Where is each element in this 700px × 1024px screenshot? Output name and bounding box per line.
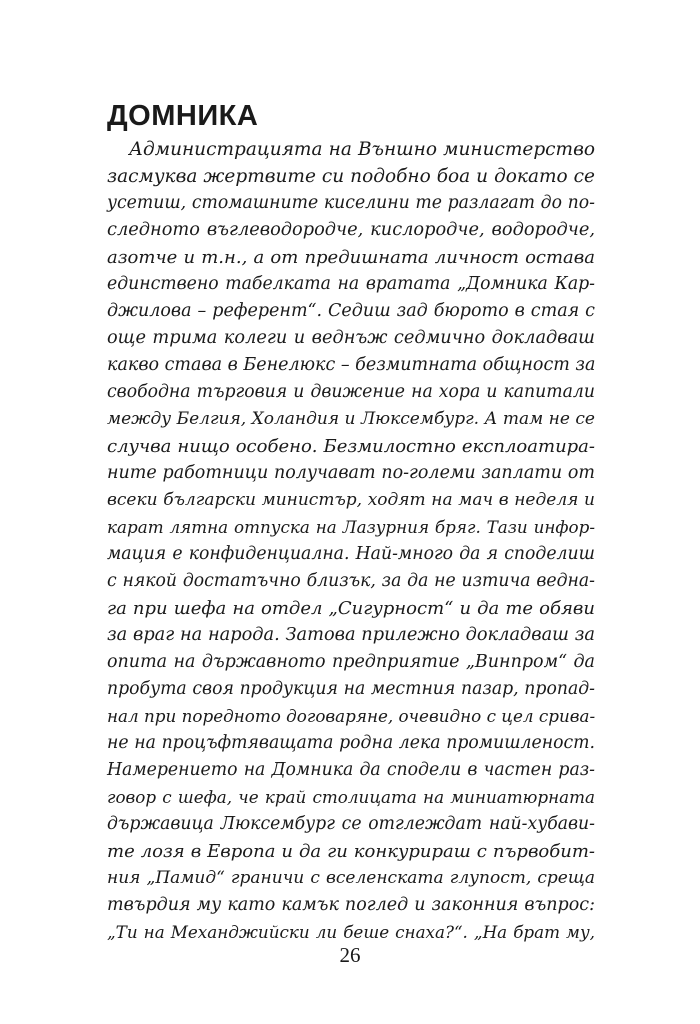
text-line: не на процъфтяващата родна лека промишленост. xyxy=(107,733,595,753)
text-line: случва нищо особено. Безмилостно експлоатира- xyxy=(107,436,595,457)
text-line: джилова – референт“. Седиш зад бюрото в стая с xyxy=(107,301,595,321)
text-line: га при шефа на отдел „Сигурност“ и да те обяви xyxy=(107,598,595,619)
text-line: Администрацията на Външно министерство xyxy=(129,139,595,160)
text-line: усетиш, стомашните киселини те разлагат до по- xyxy=(107,193,595,213)
text-line: Намерението на Домника да сподели в частен раз- xyxy=(107,760,595,780)
text-line: какво става в Бенелюкс – безмитната общност за xyxy=(107,355,596,375)
text-line: ните работници получават по-големи заплати от xyxy=(107,463,595,483)
text-line: засмуква жертвите си подобно боа и докато се xyxy=(107,166,595,187)
text-line: пробута своя продукция на местния пазар, пропад- xyxy=(107,679,595,699)
text-line: с някой достатъчно близък, за да не изтича ведна- xyxy=(107,571,595,591)
text-line: за враг на народа. Затова прилежно докладваш за xyxy=(107,625,595,645)
text-line: ния „Памид“ граничи с вселенската глупост, среща xyxy=(107,868,595,888)
page-number: 26 xyxy=(339,943,361,967)
text-line: мация е конфиденциална. Най-много да я споделиш xyxy=(107,544,595,564)
body-paragraph xyxy=(107,136,595,946)
text-line: следното въглеводородче, кислородче, водородче, xyxy=(107,220,595,240)
chapter-title: ДОМНИКА xyxy=(107,100,259,132)
text-line: карат лятна отпуска на Лазурния бряг. Тази инфор- xyxy=(107,517,595,537)
text-line: твърдия му като камък поглед и законния въпрос: xyxy=(107,895,595,915)
text-line: единствено табелката на вратата „Домника Кар- xyxy=(107,274,595,294)
text-line: азотче и т.н., а от предишната личност остава xyxy=(107,247,595,268)
text-line: още трима колеги и веднъж седмично докладваш xyxy=(107,328,595,348)
text-line: те лозя в Европа и да ги конкурираш с първобит- xyxy=(107,841,595,862)
text-line: свободна търговия и движение на хора и капитали xyxy=(107,382,595,402)
text-line: между Белгия, Холандия и Люксембург. А там не се xyxy=(107,409,595,429)
text-line: опита на държавното предприятие „Винпром“ да xyxy=(107,652,595,672)
text-line: всеки български министър, ходят на мач в неделя и xyxy=(107,490,595,510)
text-line: нал при поредното договаряне, очевидно с цел срива- xyxy=(107,706,596,726)
text-line: държавица Люксембург се отглеждат най-хубави- xyxy=(107,814,595,834)
text-line: „Ти на Механджийски ли беше снаха?“. „На брат му, xyxy=(107,922,595,942)
text-line: говор с шефа, че край столицата на миниатюрната xyxy=(107,787,595,807)
